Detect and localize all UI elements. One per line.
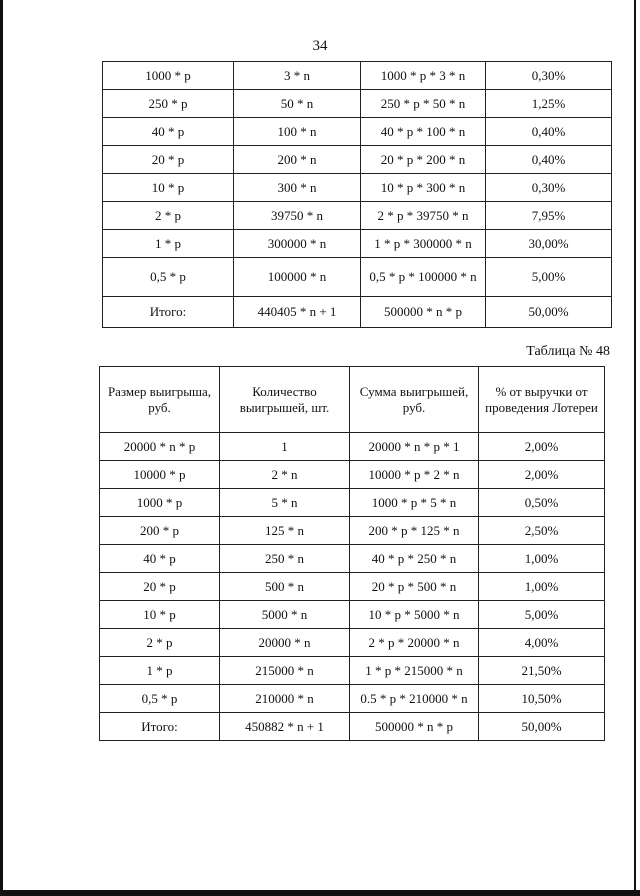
total-sum-cell: 500000 * n * p	[361, 297, 486, 328]
table-total-row	[103, 297, 612, 328]
prize-sum-cell: 10000 * p * 2 * n	[350, 461, 479, 489]
prize-sum-cell: 1000 * p * 3 * n	[361, 62, 486, 90]
table-row	[103, 174, 612, 202]
prize-amount-cell: 250 * p	[103, 90, 234, 118]
table-row	[100, 601, 605, 629]
prize-sum-cell: 2 * p * 39750 * n	[361, 202, 486, 230]
scan-border-left	[0, 0, 3, 896]
prize-count-cell: 39750 * n	[234, 202, 361, 230]
prize-count-cell: 250 * n	[220, 545, 350, 573]
prize-amount-cell: 40 * p	[100, 545, 220, 573]
prize-sum-cell: 20 * p * 500 * n	[350, 573, 479, 601]
scan-border-bottom	[0, 890, 640, 896]
prize-amount-cell: 200 * p	[100, 517, 220, 545]
revenue-percent-cell: 0,40%	[486, 118, 612, 146]
revenue-percent-cell: 0,40%	[486, 146, 612, 174]
prize-count-cell: 5 * n	[220, 489, 350, 517]
total-label-cell: Итого:	[103, 297, 234, 328]
total-percent-cell: 50,00%	[486, 297, 612, 328]
prize-sum-cell: 10 * p * 300 * n	[361, 174, 486, 202]
prize-sum-cell: 40 * p * 250 * n	[350, 545, 479, 573]
table-caption: Таблица № 48	[526, 344, 610, 359]
total-sum-cell: 500000 * n * p	[350, 713, 479, 741]
revenue-percent-cell: 2,50%	[479, 517, 605, 545]
revenue-percent-cell: 0,30%	[486, 62, 612, 90]
prize-amount-cell: 0,5 * p	[103, 258, 234, 297]
prize-amount-cell: 40 * p	[103, 118, 234, 146]
prize-sum-cell: 1 * p * 215000 * n	[350, 657, 479, 685]
table-row	[100, 685, 605, 713]
prize-sum-cell: 1 * p * 300000 * n	[361, 230, 486, 258]
table-row	[100, 657, 605, 685]
prize-sum-cell: 0.5 * p * 210000 * n	[350, 685, 479, 713]
table-row	[100, 489, 605, 517]
prize-count-cell: 100000 * n	[234, 258, 361, 297]
table-row	[103, 258, 612, 297]
prize-count-cell: 5000 * n	[220, 601, 350, 629]
total-label-cell: Итого:	[100, 713, 220, 741]
table-row	[103, 118, 612, 146]
table-header-row	[100, 367, 605, 433]
prize-table-continued	[102, 61, 612, 328]
prize-count-cell: 125 * n	[220, 517, 350, 545]
table-row	[100, 573, 605, 601]
header-prize-amount: Размер выигрыша, руб.	[100, 367, 220, 433]
prize-amount-cell: 20 * p	[103, 146, 234, 174]
revenue-percent-cell: 4,00%	[479, 629, 605, 657]
prize-amount-cell: 0,5 * p	[100, 685, 220, 713]
prize-amount-cell: 2 * p	[103, 202, 234, 230]
prize-count-cell: 215000 * n	[220, 657, 350, 685]
prize-count-cell: 50 * n	[234, 90, 361, 118]
prize-table-48	[99, 366, 605, 741]
prize-sum-cell: 20 * p * 200 * n	[361, 146, 486, 174]
table-row	[100, 545, 605, 573]
revenue-percent-cell: 1,00%	[479, 573, 605, 601]
prize-amount-cell: 20000 * n * p	[100, 433, 220, 461]
table-row	[103, 62, 612, 90]
revenue-percent-cell: 10,50%	[479, 685, 605, 713]
prize-count-cell: 3 * n	[234, 62, 361, 90]
prize-amount-cell: 10 * p	[103, 174, 234, 202]
table-row	[103, 230, 612, 258]
page-number: 34	[312, 38, 328, 54]
prize-sum-cell: 1000 * p * 5 * n	[350, 489, 479, 517]
prize-amount-cell: 10000 * p	[100, 461, 220, 489]
prize-amount-cell: 10 * p	[100, 601, 220, 629]
table-total-row	[100, 713, 605, 741]
prize-sum-cell: 2 * p * 20000 * n	[350, 629, 479, 657]
table-row	[103, 90, 612, 118]
prize-count-cell: 210000 * n	[220, 685, 350, 713]
revenue-percent-cell: 30,00%	[486, 230, 612, 258]
prize-amount-cell: 1 * p	[100, 657, 220, 685]
prize-amount-cell: 1 * p	[103, 230, 234, 258]
prize-sum-cell: 200 * p * 125 * n	[350, 517, 479, 545]
table-row	[100, 629, 605, 657]
revenue-percent-cell: 1,25%	[486, 90, 612, 118]
prize-sum-cell: 250 * p * 50 * n	[361, 90, 486, 118]
prize-count-cell: 1	[220, 433, 350, 461]
prize-amount-cell: 1000 * p	[103, 62, 234, 90]
revenue-percent-cell: 2,00%	[479, 461, 605, 489]
header-prize-sum: Сумма выигрышей, руб.	[350, 367, 479, 433]
table-row	[100, 433, 605, 461]
prize-amount-cell: 20 * p	[100, 573, 220, 601]
prize-count-cell: 500 * n	[220, 573, 350, 601]
prize-count-cell: 300 * n	[234, 174, 361, 202]
prize-count-cell: 300000 * n	[234, 230, 361, 258]
prize-count-cell: 100 * n	[234, 118, 361, 146]
revenue-percent-cell: 1,00%	[479, 545, 605, 573]
revenue-percent-cell: 5,00%	[479, 601, 605, 629]
table-row	[103, 146, 612, 174]
prize-amount-cell: 1000 * p	[100, 489, 220, 517]
prize-count-cell: 20000 * n	[220, 629, 350, 657]
total-count-cell: 440405 * n + 1	[234, 297, 361, 328]
table-row	[103, 202, 612, 230]
header-prize-count: Количество выигрышей, шт.	[220, 367, 350, 433]
revenue-percent-cell: 0,50%	[479, 489, 605, 517]
revenue-percent-cell: 0,30%	[486, 174, 612, 202]
total-percent-cell: 50,00%	[479, 713, 605, 741]
header-revenue-percent: % от выручки от проведения Лотереи	[479, 367, 605, 433]
prize-sum-cell: 0,5 * p * 100000 * n	[361, 258, 486, 297]
revenue-percent-cell: 7,95%	[486, 202, 612, 230]
scan-border-right	[634, 0, 636, 896]
prize-count-cell: 2 * n	[220, 461, 350, 489]
table-row	[100, 461, 605, 489]
prize-sum-cell: 20000 * n * p * 1	[350, 433, 479, 461]
prize-sum-cell: 10 * p * 5000 * n	[350, 601, 479, 629]
prize-amount-cell: 2 * p	[100, 629, 220, 657]
revenue-percent-cell: 2,00%	[479, 433, 605, 461]
table-row	[100, 517, 605, 545]
revenue-percent-cell: 21,50%	[479, 657, 605, 685]
revenue-percent-cell: 5,00%	[486, 258, 612, 297]
total-count-cell: 450882 * n + 1	[220, 713, 350, 741]
prize-sum-cell: 40 * p * 100 * n	[361, 118, 486, 146]
prize-count-cell: 200 * n	[234, 146, 361, 174]
